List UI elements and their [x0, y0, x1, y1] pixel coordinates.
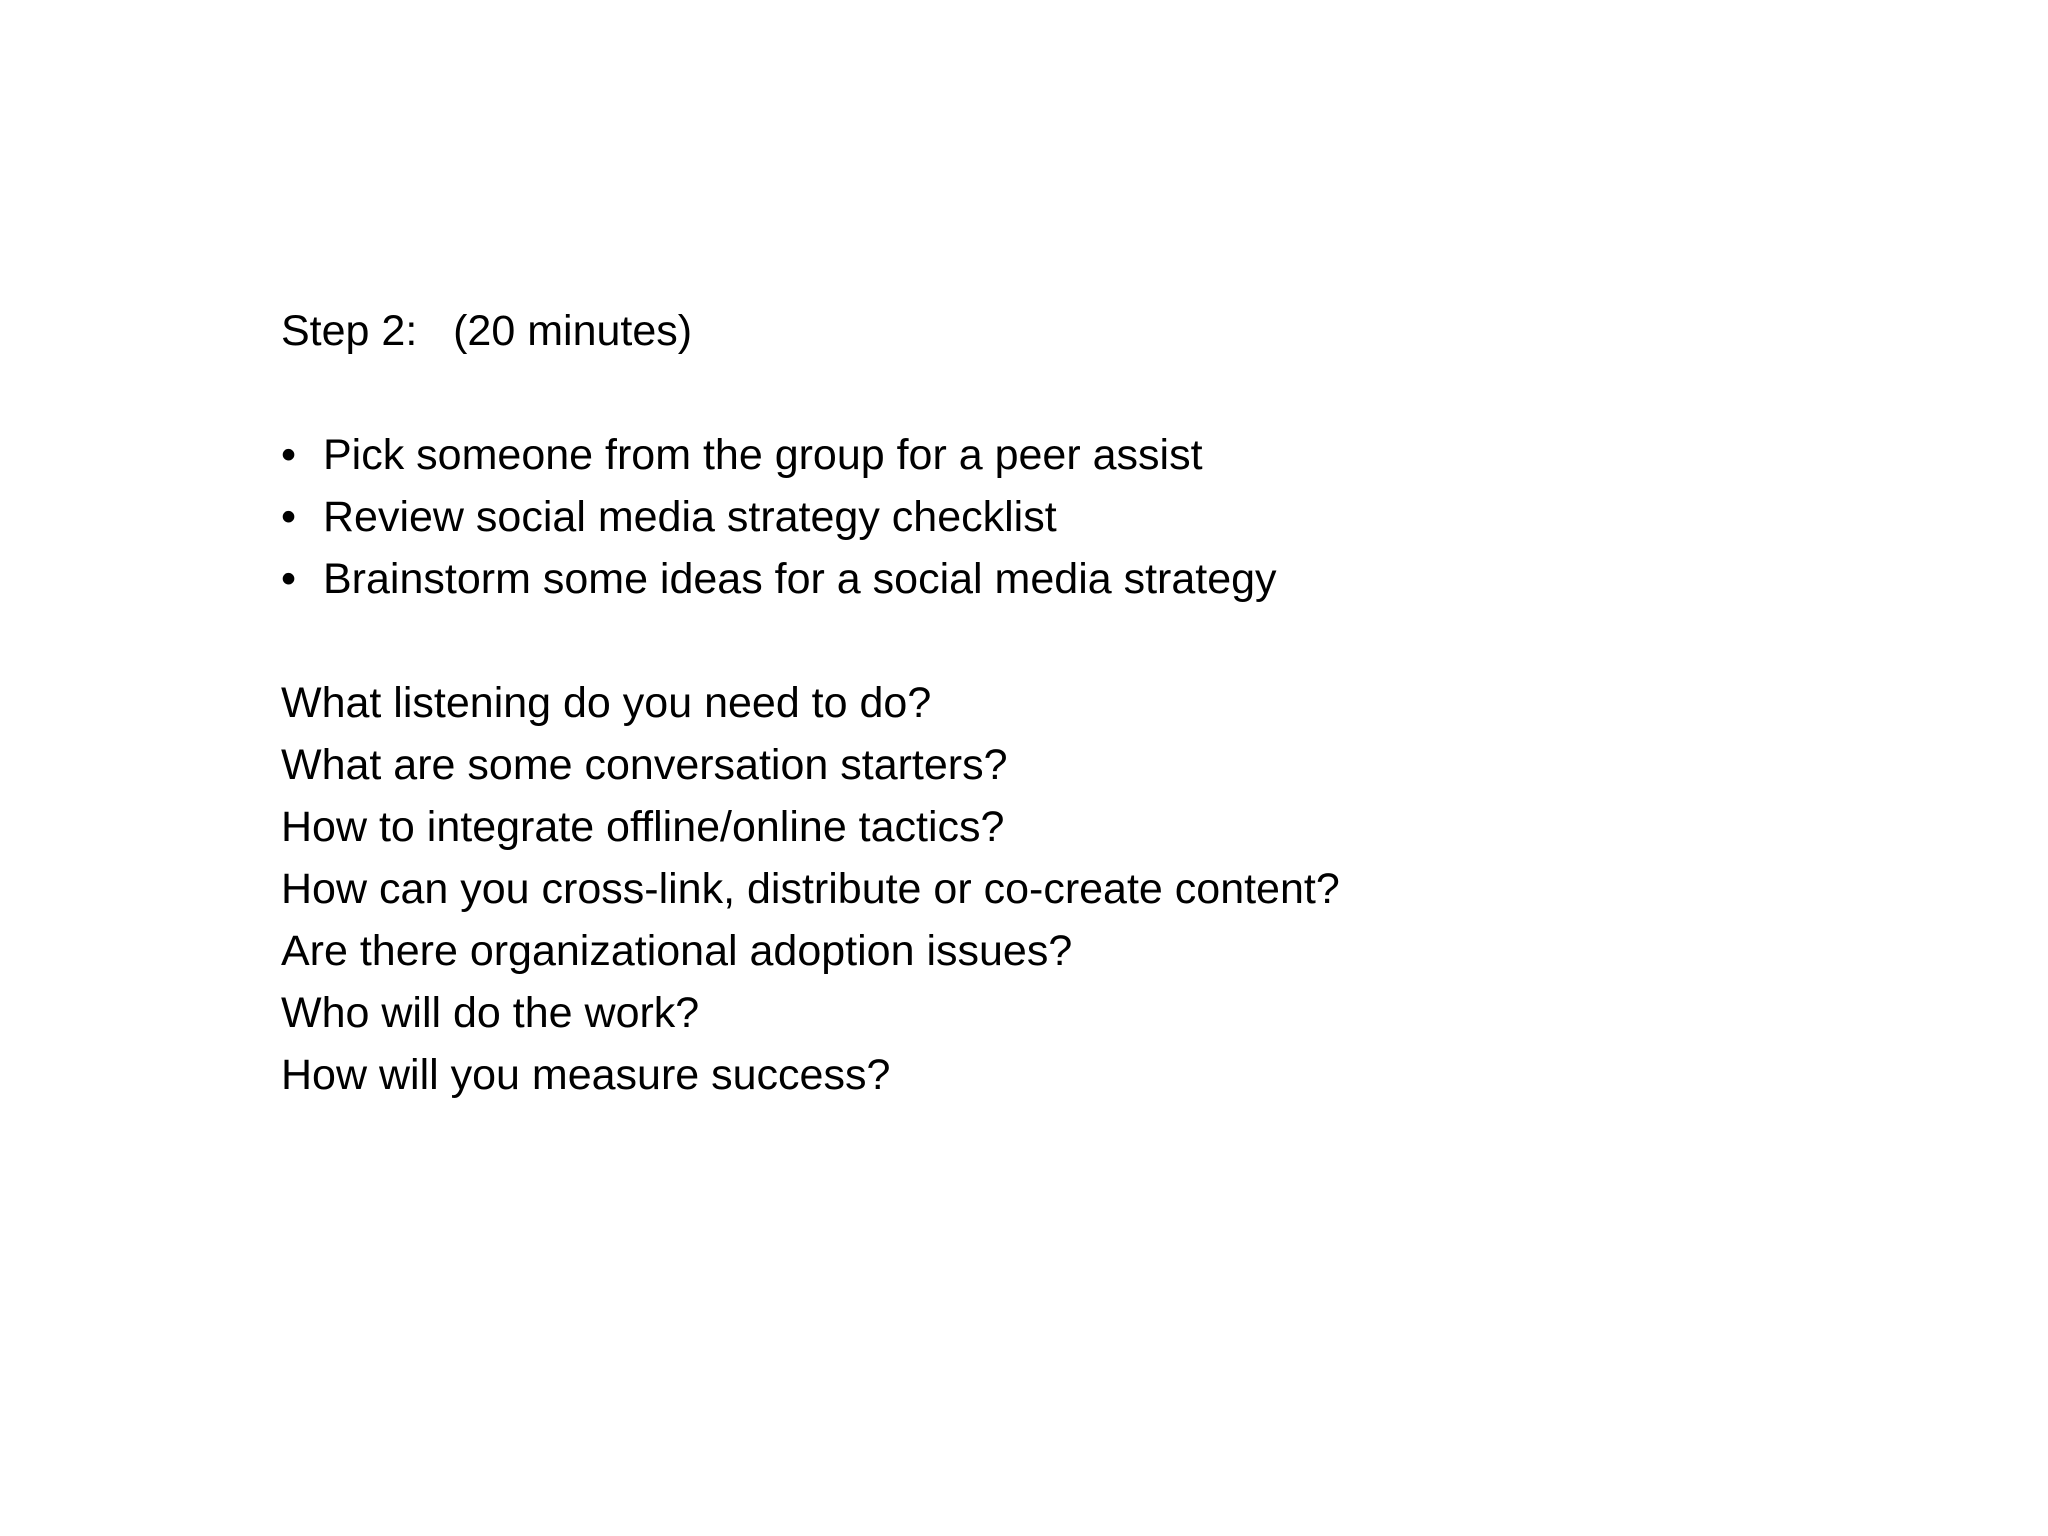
- bullet-item: [281, 424, 1881, 486]
- question-line: How will you measure success?: [281, 1051, 891, 1099]
- slide-content: [281, 300, 1881, 1106]
- question-list: [281, 672, 1881, 1106]
- question-line: How to integrate offline/online tactics?: [281, 803, 1005, 851]
- bullet-text: Pick someone from the group for a peer assist: [323, 431, 1203, 479]
- bullet-icon: •: [281, 431, 297, 479]
- bullet-icon: •: [281, 555, 297, 603]
- bullet-item: [281, 486, 1881, 548]
- question-line: How can you cross-link, distribute or co-create content?: [281, 865, 1340, 913]
- step-heading: Step 2: (20 minutes): [281, 307, 693, 355]
- question-line: Are there organizational adoption issues?: [281, 927, 1073, 975]
- bullet-text: Brainstorm some ideas for a social media strategy: [323, 555, 1277, 603]
- question-line: What are some conversation starters?: [281, 741, 1008, 789]
- bullet-list: [281, 424, 1881, 610]
- bullet-icon: •: [281, 493, 297, 541]
- question-line: Who will do the work?: [281, 989, 700, 1037]
- spacer: [281, 610, 1881, 672]
- question-line: What listening do you need to do?: [281, 679, 932, 727]
- spacer: [281, 362, 1881, 424]
- bullet-text: Review social media strategy checklist: [323, 493, 1057, 541]
- bullet-item: [281, 548, 1881, 610]
